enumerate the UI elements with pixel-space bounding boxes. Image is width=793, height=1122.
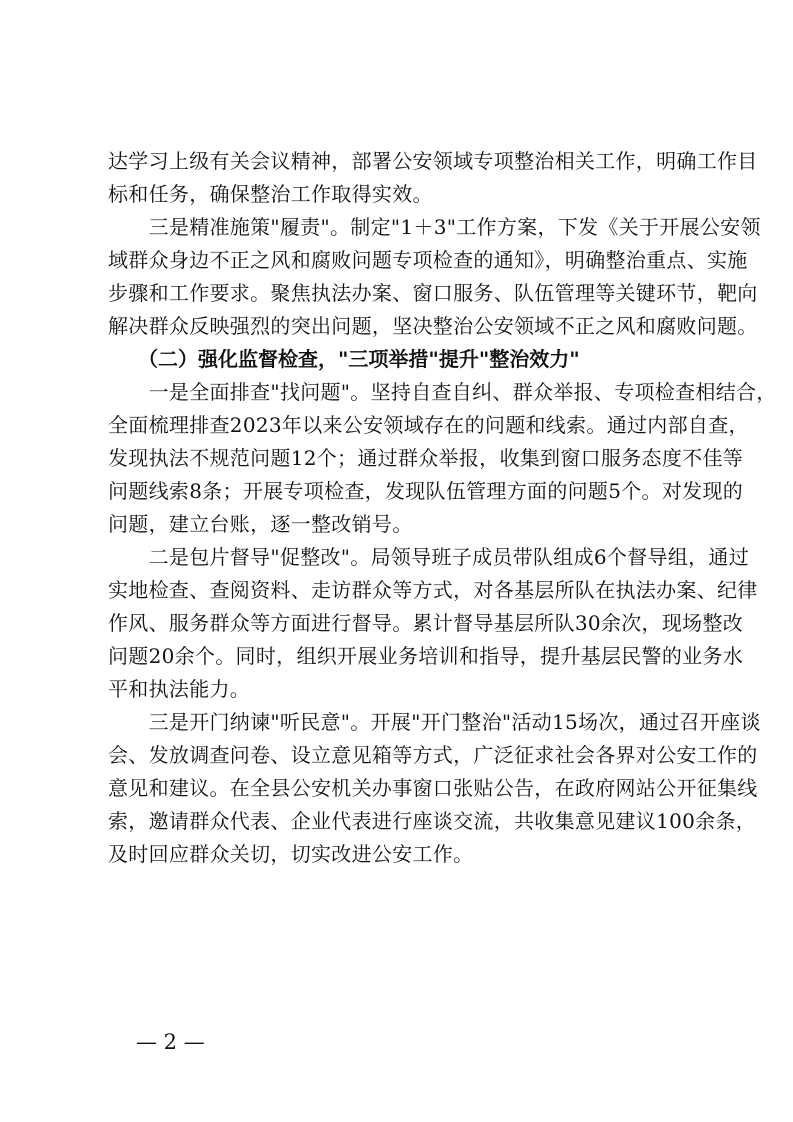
body-line: 平和执法能力。 [108, 677, 251, 701]
body-line: 意见和建议。在全县公安机关办事窗口张贴公告，在政府网站公开征集线 [108, 776, 758, 800]
body-line: 发现执法不规范问题12个；通过群众举报，收集到窗口服务态度不佳等 [108, 446, 744, 470]
body-line: 一是全面排查"找问题"。坚持自查自纠、群众举报、专项检查相结合， [108, 380, 777, 404]
body-line: 问题线索8条；开展专项检查，发现队伍管理方面的问题5个。对发现的 [108, 479, 744, 503]
body-line: 域群众身边不正之风和腐败问题专项检查的通知》，明确整治重点、实施 [108, 248, 748, 272]
body-line: 问题20余个。同时，组织开展业务培训和指导，提升基层民警的业务水 [108, 644, 744, 668]
body-line: 及时回应群众关切，切实改进公安工作。 [108, 842, 474, 866]
body-line: 达学习上级有关会议精神，部署公安领域专项整治相关工作，明确工作目 [108, 149, 758, 173]
body-line: 三是开门纳谏"听民意"。开展"开门整治"活动15场次，通过召开座谈 [108, 710, 761, 734]
body-line: 解决群众反映强烈的突出问题，坚决整治公安领域不正之风和腐败问题。 [108, 314, 758, 338]
body-line: 标和任务，确保整治工作取得实效。 [108, 182, 433, 206]
page-number: — 2 — [136, 1030, 205, 1054]
body-line: 全面梳理排查2023年以来公安领域存在的问题和线索。通过内部自查， [108, 413, 749, 437]
body-line: 问题，建立台账，逐一整改销号。 [108, 512, 413, 536]
section-heading: （二）强化监督检查，"三项举措"提升"整治效力" [138, 347, 580, 371]
body-line: 索，邀请群众代表、企业代表进行座谈交流，共收集意见建议100余条， [108, 809, 757, 833]
body-line: 步骤和工作要求。聚焦执法办案、窗口服务、队伍管理等关键环节，靶向 [108, 281, 758, 305]
body-line: 三是精准施策"履责"。制定"1＋3"工作方案，下发《关于开展公安领 [108, 215, 761, 239]
body-line: 二是包片督导"促整改"。局领导班子成员带队组成6个督导组，通过 [108, 545, 750, 569]
body-line: 会、发放调查问卷、设立意见箱等方式，广泛征求社会各界对公安工作的 [108, 743, 758, 767]
document-body [108, 145, 777, 871]
body-line: 作风、服务群众等方面进行督导。累计督导基层所队30余次，现场整改 [108, 611, 744, 635]
body-line: 实地检查、查阅资料、走访群众等方式，对各基层所队在执法办案、纪律 [108, 578, 758, 602]
